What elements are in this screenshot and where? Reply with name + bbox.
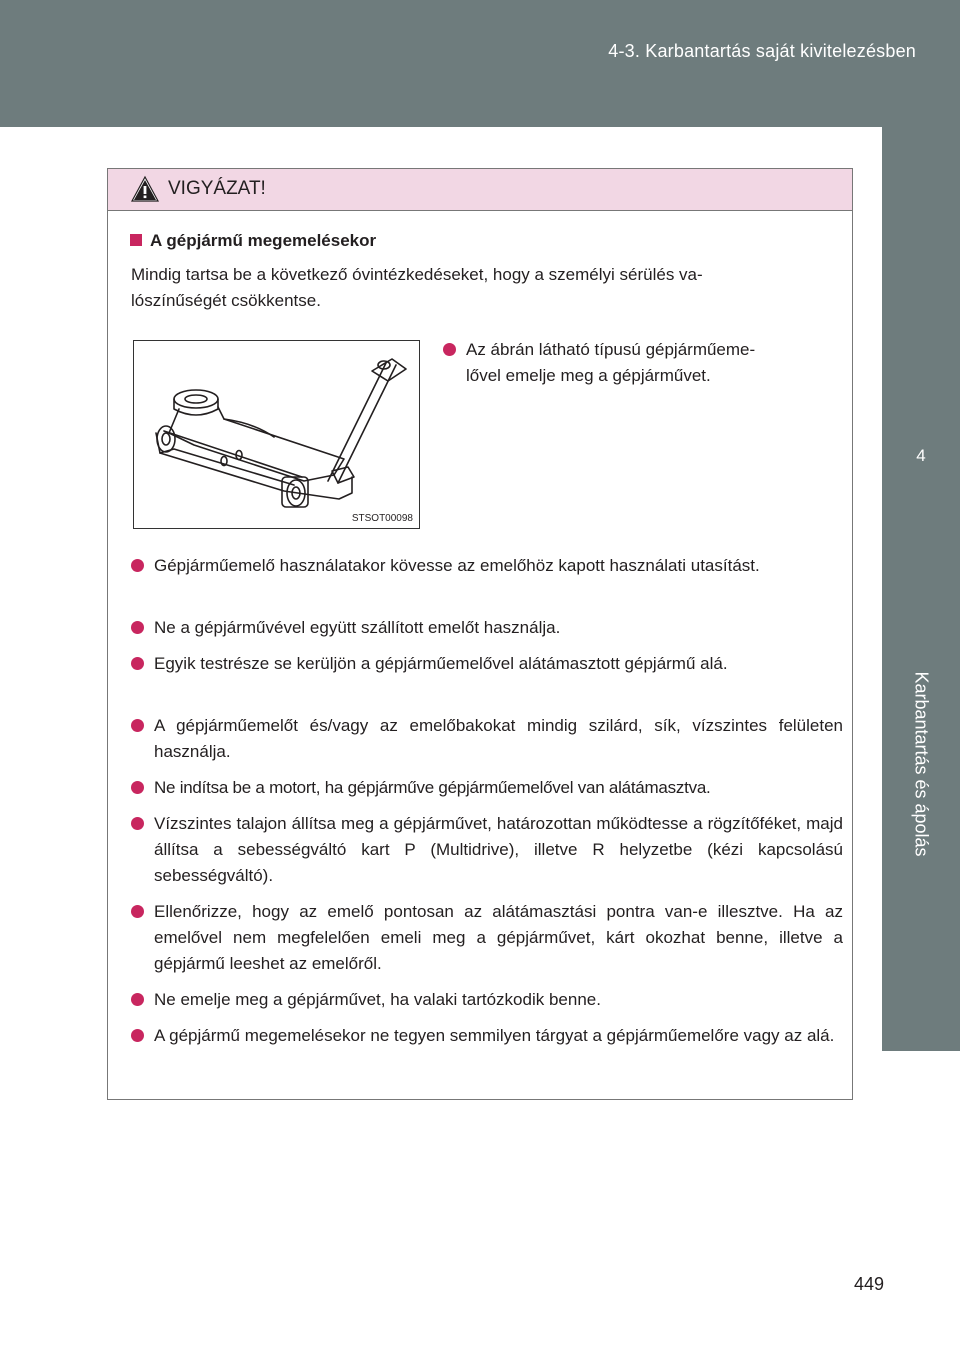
- bullet-line-2: lővel emelje meg a gépjárművet.: [466, 366, 711, 385]
- subheading: [130, 231, 376, 251]
- chapter-number: 4: [916, 446, 926, 465]
- header-bar: [0, 0, 960, 127]
- bullet-icon: [131, 1029, 144, 1042]
- list-item: [154, 713, 843, 765]
- figure-code: STSOT00098: [351, 513, 413, 524]
- jack-illustration: [133, 340, 420, 529]
- bullet-icon: [131, 781, 144, 794]
- bullet-text: A gépjármű megemelésekor ne tegyen semmilyen tárgyat a gépjárműemelőre vagy az alá.: [154, 1026, 835, 1045]
- chapter-tab: [882, 127, 960, 477]
- bullet-icon: [131, 993, 144, 1006]
- list-item: [154, 651, 843, 677]
- bullet-text: A gépjárműemelőt és/vagy az emelőbakokat mindig szilárd, sík, vízszintes felületen használja.: [154, 716, 843, 761]
- intro-text: [131, 262, 843, 314]
- square-bullet-icon: [130, 234, 142, 246]
- bullet-icon: [131, 817, 144, 830]
- floor-jack-drawing: [134, 341, 419, 528]
- list-item: [154, 775, 843, 801]
- subheading-text: A gépjármű megemelésekor: [150, 231, 377, 250]
- chapter-title: Karbantartás és ápolás: [911, 671, 932, 857]
- warning-box: [107, 168, 853, 1100]
- bullet-text: Gépjárműemelő használatakor kövesse az emelőhöz kapott használati utasítást.: [154, 556, 760, 575]
- section-title: 4-3. Karbantartás saját kivitelezésben: [608, 41, 916, 61]
- bullet-icon: [131, 621, 144, 634]
- bullet-icon: [131, 905, 144, 918]
- intro-line-1: Mindig tartsa be a következő óvintézkedéseket, hogy a személyi sérülés va-: [131, 265, 703, 284]
- warning-triangle-icon: [130, 175, 160, 203]
- intro-line-2: lószínűségét csökkentse.: [131, 291, 321, 310]
- bullet-icon: [131, 719, 144, 732]
- bullet-line-1: Az ábrán látható típusú gépjárműeme-: [466, 340, 756, 359]
- list-item: [154, 1023, 843, 1049]
- list-item: [154, 811, 843, 889]
- bullet-text: Ne indítsa be a motort, ha gépjárműve gépjárműemelővel van alátámasztva.: [154, 778, 711, 797]
- chapter-label-tab: [882, 477, 960, 1051]
- list-item: [154, 987, 843, 1013]
- bullet-text: Ellenőrizze, hogy az emelő pontosan az alátámasztási pontra van-e illesztve. Ha az emelővel nem megfelelően emeli meg a gépjárművet, kárt okozhat benne, illetve a gépjármű leeshet az emelőről.: [154, 902, 843, 973]
- bullet-icon: [131, 559, 144, 572]
- bullet-icon: [443, 343, 456, 356]
- list-item: [154, 553, 843, 579]
- bullet-text: Ne a gépjárművével együtt szállított emelőt használja.: [154, 618, 561, 637]
- page-number: 449: [853, 1274, 884, 1294]
- warning-header: [108, 169, 852, 211]
- bullet-icon: [131, 657, 144, 670]
- list-item: [154, 615, 843, 641]
- warning-title: VIGYÁZAT!: [168, 178, 266, 199]
- bullet-text: Vízszintes talajon állítsa meg a gépjárművet, határozottan működtesse a rögzítőféket, majd állítsa a sebességváltó kart P (Multidrive), illetve R helyzetbe (kézi kapcsolású sebességváltó).: [154, 814, 843, 885]
- list-item: [466, 337, 842, 389]
- list-item: [154, 899, 843, 977]
- bullet-text: Egyik testrésze se kerüljön a gépjárműemelővel alátámasztott gépjármű alá.: [154, 654, 728, 673]
- bullet-text: Ne emelje meg a gépjárművet, ha valaki tartózkodik benne.: [154, 990, 601, 1009]
